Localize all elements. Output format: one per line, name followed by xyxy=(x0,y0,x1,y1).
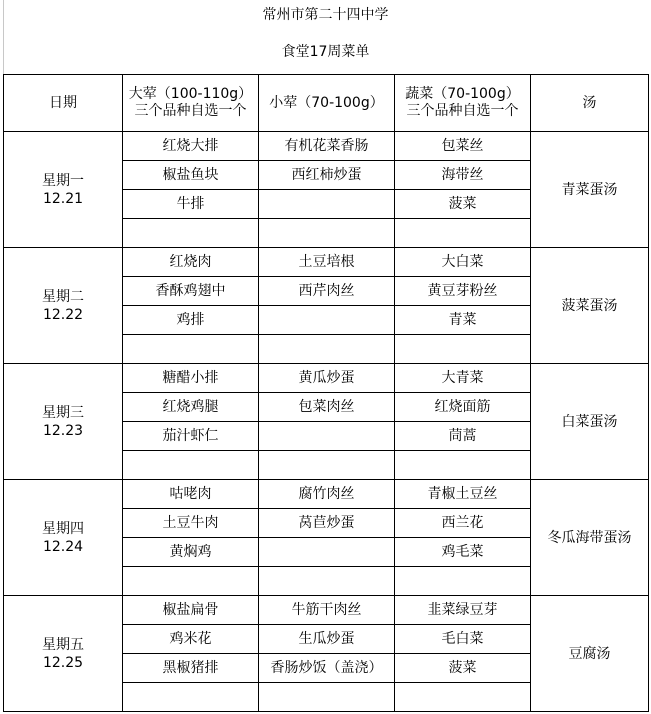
col-header-vegetable-line1: 蔬菜（70-100g） xyxy=(405,86,520,102)
date-label: 12.22 xyxy=(42,306,84,323)
small-meat-cell: 腐竹肉丝 xyxy=(259,480,395,509)
day-cell xyxy=(4,480,123,596)
vegetable-cell: 青菜 xyxy=(395,306,531,335)
date-label: 12.25 xyxy=(42,654,84,671)
small-meat-cell: 西红柿炒蛋 xyxy=(259,161,395,190)
col-header-vegetable-line2: 三个品种自选一个 xyxy=(406,103,519,119)
small-meat-cell xyxy=(259,683,395,712)
day-cell xyxy=(4,596,123,712)
vegetable-cell xyxy=(395,683,531,712)
small-meat-cell xyxy=(259,335,395,364)
small-meat-cell: 包菜肉丝 xyxy=(259,393,395,422)
small-meat-cell: 西芹肉丝 xyxy=(259,277,395,306)
vegetable-cell: 茼蒿 xyxy=(395,422,531,451)
table-row xyxy=(4,248,649,277)
vegetable-cell xyxy=(395,567,531,596)
day-cell xyxy=(4,364,123,480)
big-meat-cell: 红烧大排 xyxy=(123,132,259,161)
vegetable-cell: 黄豆芽粉丝 xyxy=(395,277,531,306)
table-row xyxy=(4,480,649,509)
col-header-soup: 汤 xyxy=(531,75,649,132)
table-row xyxy=(4,132,649,161)
big-meat-cell xyxy=(123,683,259,712)
vegetable-cell: 大白菜 xyxy=(395,248,531,277)
table-row xyxy=(4,596,649,625)
small-meat-cell xyxy=(259,219,395,248)
school-name: 常州市第二十四中学 xyxy=(262,7,389,23)
big-meat-cell: 牛排 xyxy=(123,190,259,219)
small-meat-cell: 黄瓜炒蛋 xyxy=(259,364,395,393)
small-meat-cell xyxy=(259,422,395,451)
big-meat-cell: 椒盐鱼块 xyxy=(123,161,259,190)
small-meat-cell: 有机花菜香肠 xyxy=(259,132,395,161)
col-header-big-meat-line1: 大荤（100-110g） xyxy=(128,86,253,102)
table-row xyxy=(4,364,649,393)
big-meat-cell: 鸡米花 xyxy=(123,625,259,654)
soup-cell: 菠菜蛋汤 xyxy=(531,248,649,364)
small-meat-cell: 生瓜炒蛋 xyxy=(259,625,395,654)
vegetable-cell: 青椒土豆丝 xyxy=(395,480,531,509)
menu-title: 食堂17周菜单 xyxy=(281,44,370,60)
weekly-menu-table xyxy=(3,74,649,712)
big-meat-cell: 糖醋小排 xyxy=(123,364,259,393)
vegetable-cell: 菠菜 xyxy=(395,190,531,219)
soup-cell: 冬瓜海带蛋汤 xyxy=(531,480,649,596)
big-meat-cell xyxy=(123,219,259,248)
soup-cell: 青菜蛋汤 xyxy=(531,132,649,248)
vegetable-cell xyxy=(395,219,531,248)
big-meat-cell xyxy=(123,567,259,596)
date-label: 12.24 xyxy=(42,538,84,555)
vegetable-cell: 韭菜绿豆芽 xyxy=(395,596,531,625)
big-meat-cell: 咕咾肉 xyxy=(123,480,259,509)
vegetable-cell: 大青菜 xyxy=(395,364,531,393)
vegetable-cell: 海带丝 xyxy=(395,161,531,190)
col-header-small-meat: 小荤（70-100g） xyxy=(259,75,395,132)
date-label: 12.21 xyxy=(42,190,84,207)
weekday-label: 星期二 xyxy=(42,288,84,305)
small-meat-cell xyxy=(259,538,395,567)
big-meat-cell xyxy=(123,451,259,480)
vegetable-cell xyxy=(395,335,531,364)
col-header-big-meat xyxy=(123,75,259,132)
soup-cell: 豆腐汤 xyxy=(531,596,649,712)
header-row xyxy=(4,75,649,132)
weekday-label: 星期一 xyxy=(42,172,84,189)
col-header-date: 日期 xyxy=(4,75,123,132)
weekday-label: 星期五 xyxy=(42,636,84,653)
big-meat-cell: 鸡排 xyxy=(123,306,259,335)
weekday-label: 星期四 xyxy=(42,520,84,537)
vegetable-cell: 包菜丝 xyxy=(395,132,531,161)
vegetable-cell: 毛白菜 xyxy=(395,625,531,654)
vegetable-cell: 红烧面筋 xyxy=(395,393,531,422)
small-meat-cell: 土豆培根 xyxy=(259,248,395,277)
weekday-label: 星期三 xyxy=(42,404,84,421)
big-meat-cell: 茄汁虾仁 xyxy=(123,422,259,451)
small-meat-cell xyxy=(259,567,395,596)
big-meat-cell: 椒盐扁骨 xyxy=(123,596,259,625)
day-cell xyxy=(4,132,123,248)
small-meat-cell: 莴苣炒蛋 xyxy=(259,509,395,538)
vegetable-cell: 菠菜 xyxy=(395,654,531,683)
col-header-big-meat-line2: 三个品种自选一个 xyxy=(134,103,247,119)
big-meat-cell: 香酥鸡翅中 xyxy=(123,277,259,306)
small-meat-cell: 牛筋干肉丝 xyxy=(259,596,395,625)
small-meat-cell xyxy=(259,306,395,335)
big-meat-cell xyxy=(123,335,259,364)
small-meat-cell: 香肠炒饭（盖浇） xyxy=(259,654,395,683)
big-meat-cell: 土豆牛肉 xyxy=(123,509,259,538)
col-header-vegetable xyxy=(395,75,531,132)
date-label: 12.23 xyxy=(42,422,84,439)
big-meat-cell: 黑椒猪排 xyxy=(123,654,259,683)
small-meat-cell xyxy=(259,190,395,219)
vegetable-cell: 鸡毛菜 xyxy=(395,538,531,567)
vegetable-cell xyxy=(395,451,531,480)
small-meat-cell xyxy=(259,451,395,480)
big-meat-cell: 红烧肉 xyxy=(123,248,259,277)
vegetable-cell: 西兰花 xyxy=(395,509,531,538)
big-meat-cell: 红烧鸡腿 xyxy=(123,393,259,422)
big-meat-cell: 黄焖鸡 xyxy=(123,538,259,567)
day-cell xyxy=(4,248,123,364)
soup-cell: 白菜蛋汤 xyxy=(531,364,649,480)
sheet-left-rule xyxy=(3,0,4,74)
